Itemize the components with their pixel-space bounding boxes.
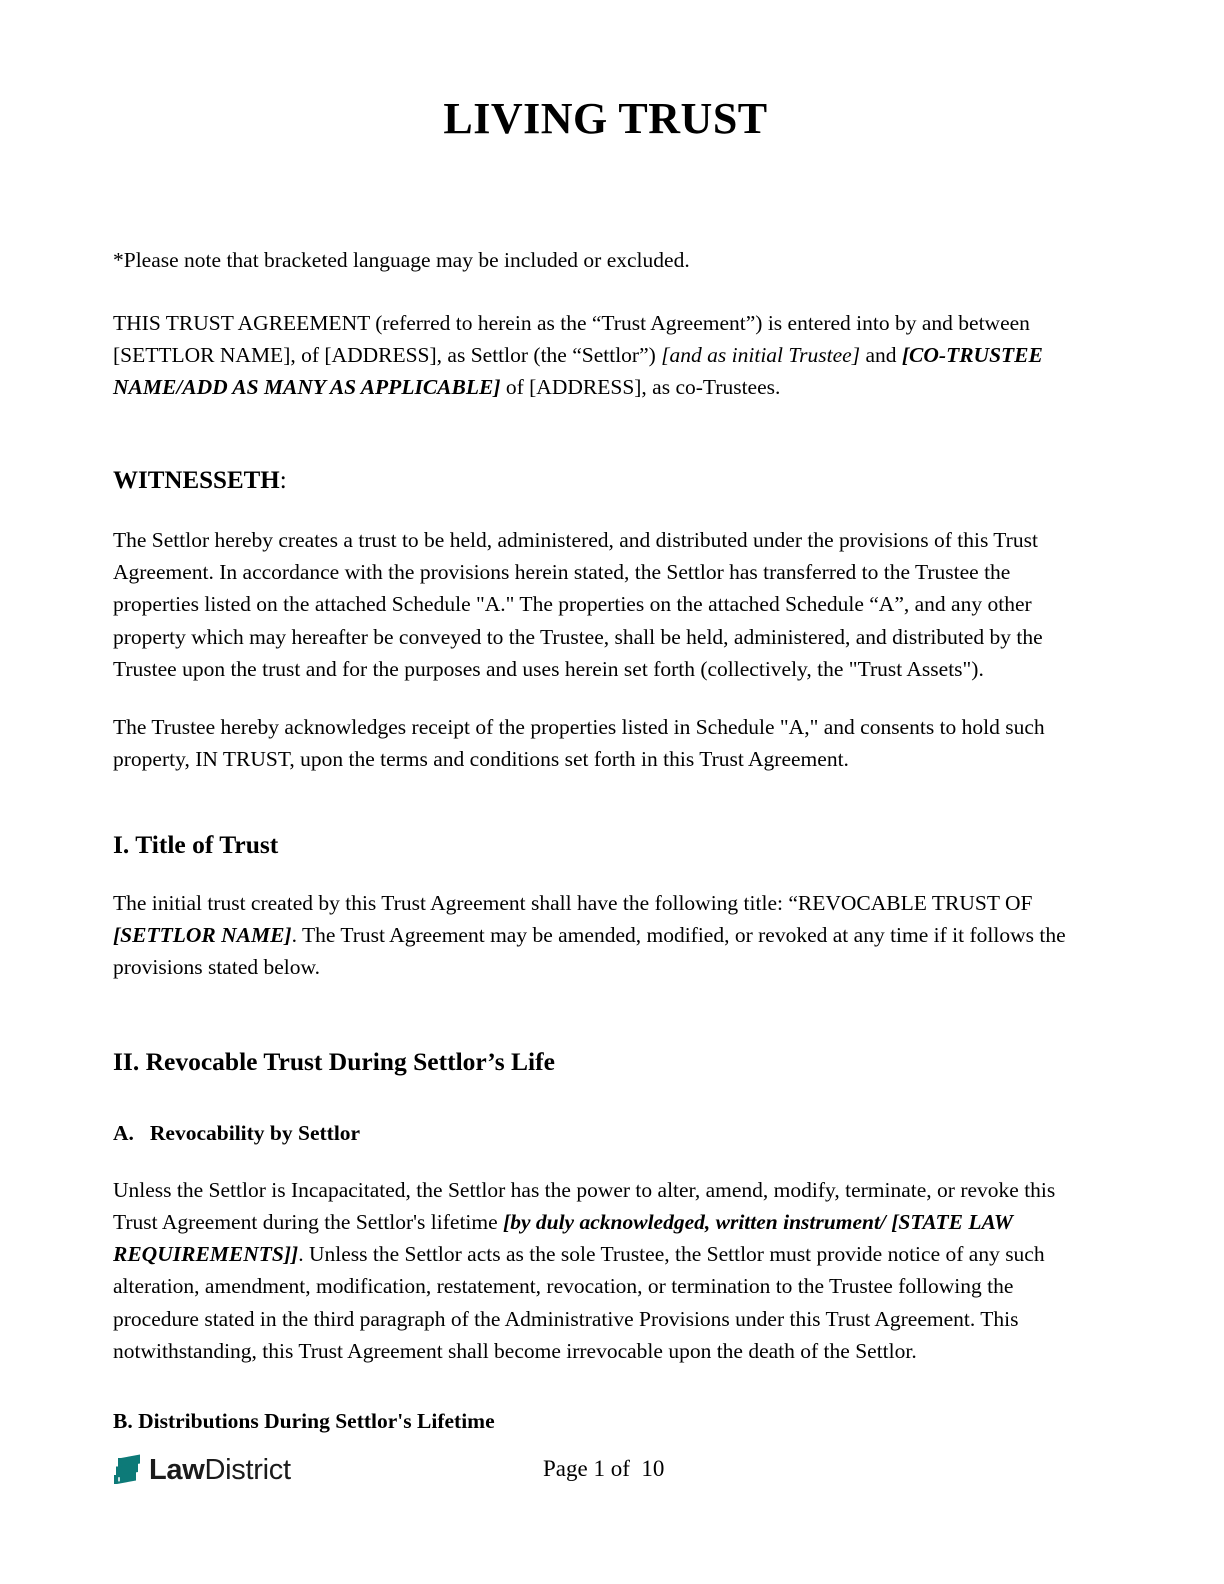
section-2-sub-a-heading [113,1119,1098,1148]
spacer [113,1367,1098,1407]
spacer [113,685,1098,711]
page-footer [0,1438,1224,1518]
spacer [113,277,1098,307]
spacer [113,983,1098,1045]
page-number: Page 1 of 10 [543,1456,665,1481]
section-1-heading: I. Title of Trust [113,829,279,859]
spacer [113,776,1098,828]
spacer [113,861,1098,887]
intro-text-2: and [860,342,902,367]
spacer [113,1148,1098,1174]
logo-text-district: District [204,1453,291,1486]
intro-paragraph [113,307,1098,404]
logo-text-law: Law [149,1453,205,1486]
lawdistrict-logo [113,1448,291,1492]
section-1-paragraph [113,887,1098,984]
section-2-sub-a-paragraph [113,1174,1098,1368]
sub-a-label: A. [113,1120,134,1145]
witnesseth-colon: : [279,467,287,495]
intro-bolditalic-cotrustee: [CO-TRUSTEE NAME/ADD AS MANY AS APPLICABLE] [113,342,1043,400]
logo-wordmark [149,1453,291,1486]
spacer [113,403,1098,465]
section-1-bolditalic-settlor-name: [SETTLOR NAME] [113,922,292,947]
witnesseth-paragraph-1: The Settlor hereby creates a trust to be held, administered, and distributed under the provisions of this Trust Agreement. In accordance with the provisions herein stated, the Settlor has transferred to the Trustee the properties listed on the attached Schedule "A." The properties on the attached Schedule “A”, and any other property which may hereafter be conveyed to the Trustee, shall be held, administered, and distributed by the Trustee upon the trust and for the purposes and uses herein set forth (collectively, the "Trust Assets"). [113,527,1043,681]
document-content [113,0,1098,1436]
section-2-sub-b-heading: B. Distributions During Settlor's Lifetime [113,1409,495,1434]
section-1-text-2: . The Trust Agreement may be amended, modified, or revoked at any time if it follows the provisions stated below. [113,922,1066,980]
sub-a-text-2: . Unless the Settlor acts as the sole Trustee, the Settlor must provide notice of any such alteration, amendment, modification, restatement, revocation, or termination to the Trustee following the procedure stated in the third paragraph of the Administrative Provisions under this Trust Agreement. This notwithstanding, this Trust Agreement shall become irrevocable upon the death of the Settlor. [113,1242,1045,1363]
intro-text-1: THIS TRUST AGREEMENT (referred to herein as the “Trust Agreement”) is entered into by and between [SETTLOR NAME], of [ADDRESS], as Settlor (the “Settlor”) [113,310,1030,367]
sub-a-title: Revocability by Settlor [149,1120,361,1145]
bracket-note: *Please note that bracketed language may be included or excluded. [113,248,690,273]
stacked-pages-icon [113,1453,143,1487]
witnesseth-paragraph-2: The Trustee hereby acknowledges receipt of the properties listed in Schedule "A," and consents to hold such property, IN TRUST, upon the terms and conditions set forth in this Trust Agreement. [113,715,1045,772]
intro-italic-initial-trustee: [and as initial Trustee] [661,342,861,367]
witnesseth-heading [113,465,1098,498]
sub-a-text-1: Unless the Settlor is Incapacitated, the Settlor has the power to alter, amend, modify, terminate, or revoke this Trust Agreement during the Settlor's lifetime [113,1177,1056,1234]
intro-text-3: of [ADDRESS], as co-Trustees. [500,375,781,400]
witnesseth-label: WITNESSETH [113,467,280,495]
section-2-heading: II. Revocable Trust During Settlor’s Life [113,1047,555,1077]
spacer [113,498,1098,524]
section-1-text-1: The initial trust created by this Trust Agreement shall have the following title: “REVOCABLE TRUST OF [113,890,1033,915]
sub-a-bolditalic-instrument: [by duly acknowledged, written instrument/ [STATE LAW REQUIREMENTS]] [113,1209,1013,1267]
page-title: LIVING TRUST [443,94,768,143]
spacer [113,1079,1098,1119]
